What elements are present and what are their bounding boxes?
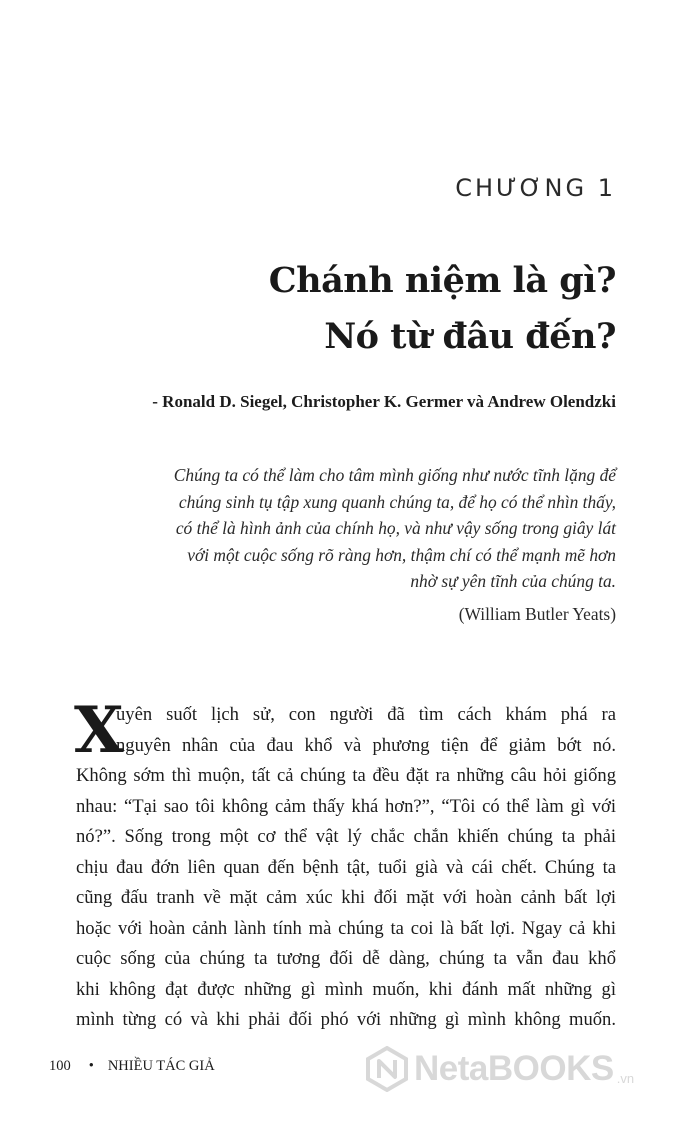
page-footer	[49, 1058, 215, 1075]
body-line: cuộc sống của chúng ta tương đối dễ dàng, chúng ta vẫn đau khổ	[76, 948, 616, 969]
epigraph-line: chúng sinh tụ tập xung quanh chúng ta, để họ có thể nhìn thấy,	[178, 491, 616, 512]
watermark-suffix: .vn	[616, 1071, 635, 1086]
netabooks-logo-icon	[364, 1046, 410, 1092]
watermark	[364, 1046, 634, 1092]
chapter-title-line: Nó từ đâu đến?	[324, 316, 616, 357]
drop-cap: X	[74, 693, 124, 768]
epigraph-quote	[96, 462, 616, 595]
body-line: nhau: “Tại sao tôi không cảm thấy khá hơn?”, “Tôi có thể làm gì với	[76, 795, 616, 817]
body-line: khi không đạt được những gì mình muốn, khi đánh mất những gì	[76, 978, 616, 1000]
epigraph-line: với một cuộc sống rõ ràng hơn, thậm chí có thể mạnh mẽ hơn	[187, 544, 616, 565]
epigraph-line: Chúng ta có thể làm cho tâm mình giống như nước tĩnh lặng để	[173, 465, 616, 485]
body-line: uyên suốt lịch sử, con người đã tìm cách khám phá ra	[116, 704, 616, 725]
footer-bullet: •	[88, 1058, 94, 1074]
body-line: mình từng có và khi phải đối phó với những gì mình không muốn.	[76, 1009, 616, 1030]
chapter-label: CHƯƠNG 1	[455, 174, 616, 202]
page-number: 100	[49, 1058, 71, 1074]
watermark-text: NetaBOOKS	[414, 1049, 614, 1088]
epigraph-source: (William Butler Yeats)	[458, 604, 616, 624]
body-paragraph	[74, 693, 616, 1036]
chapter-title	[269, 253, 616, 365]
body-line: nguyên nhân của đau khổ và phương tiện để giảm bớt nó.	[116, 734, 616, 756]
chapter-title-line: Chánh niệm là gì?	[268, 260, 616, 301]
body-line: hoặc với hoàn cảnh lành tính mà chúng ta coi là bất lợi. Ngay cả khi	[76, 917, 616, 939]
epigraph-line: nhờ sự yên tĩnh của chúng ta.	[410, 571, 616, 591]
body-line: nó?”. Sống trong một cơ thể vật lý chắc chắn khiến chúng ta phải	[76, 826, 616, 847]
chapter-authors: - Ronald D. Siegel, Christopher K. Germer và Andrew Olendzki	[152, 392, 616, 411]
body-line: chịu đau đớn liên quan đến bệnh tật, tuổi già và cái chết. Chúng ta	[76, 856, 616, 878]
epigraph-line: có thể là hình ảnh của chính họ, và như vậy sống trong giây lát	[175, 518, 616, 538]
body-line: cũng đấu tranh về mặt cảm xúc khi đối mặt với hoàn cảnh bất lợi	[76, 887, 616, 908]
running-author: NHIỀU TÁC GIẢ	[107, 1058, 215, 1074]
body-line: Không sớm thì muộn, tất cả chúng ta đều đặt ra những câu hỏi giống	[76, 765, 616, 786]
